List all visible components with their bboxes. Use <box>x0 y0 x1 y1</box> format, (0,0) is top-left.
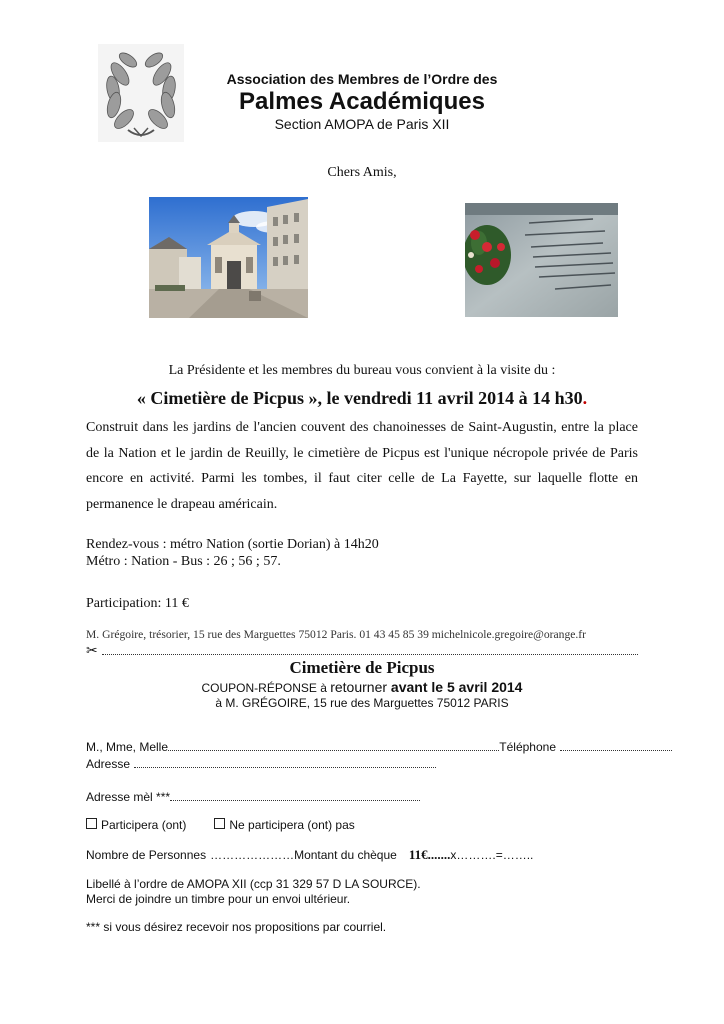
persons-amount-field[interactable] <box>86 847 533 863</box>
coupon-deadline: avant le 5 avril 2014 <box>390 679 523 695</box>
coupon-title: Cimetière de Picpus <box>289 658 435 677</box>
rendezvous-line: Rendez-vous : métro Nation (sortie Dorian) à 14h20 <box>86 537 379 552</box>
phone-label: Téléphone <box>499 740 556 754</box>
participation-fee: Participation: 11 € <box>86 596 189 611</box>
coupon-return-word: retourner <box>330 679 391 695</box>
participera-label: Participera (ont) <box>101 818 187 832</box>
transport-line: Métro : Nation - Bus : 26 ; 56 ; 57. <box>86 554 281 569</box>
invitation-text: La Présidente et les membres du bureau vous convient à la visite du : <box>168 363 556 378</box>
palmes-academiques-title: Palmes Académiques <box>239 88 485 115</box>
dotted-cut-line <box>102 645 638 655</box>
association-name: Association des Membres de l’Ordre des <box>226 71 498 87</box>
amount-multiply-fill[interactable]: x……….=…….. <box>450 848 534 862</box>
palm-wreath-logo-icon <box>98 44 184 142</box>
persons-fill[interactable]: ………………… <box>210 848 295 862</box>
cut-line <box>86 643 638 657</box>
chapel-photo <box>149 197 308 318</box>
name-fill[interactable] <box>168 741 499 751</box>
address-fill[interactable] <box>134 758 436 768</box>
amount-value: 11€....... <box>408 847 451 862</box>
email-field[interactable] <box>86 790 420 804</box>
stamp-note: Merci de joindre un timbre pour un envoi ultérieur. <box>86 892 351 906</box>
section-name: Section AMOPA de Paris XII <box>274 116 450 132</box>
coupon-address: à M. GRÉGOIRE, 15 rue des Marguettes 75012 PARIS <box>215 696 509 710</box>
cheque-payee: Libellé à l’ordre de AMOPA XII (ccp 31 329 57 D LA SOURCE). <box>86 877 421 891</box>
greeting: Chers Amis, <box>327 165 397 180</box>
email-footnote: *** si vous désirez recevoir nos propositions par courriel. <box>86 920 387 934</box>
event-title-text: « Cimetière de Picpus », le vendredi 11 avril 2014 à 14 h30 <box>136 388 583 408</box>
event-title-dot: . <box>582 388 588 408</box>
email-fill[interactable] <box>170 791 420 801</box>
cemetery-description: Construit dans les jardins de l'ancien couvent des chanoinesses de Saint-Augustin, entre la place de la Nation et le jardin de Reuilly, le cimetière de Picpus est l'unique nécropole privée de Paris encore en activité. Parmi les tombes, il faut citer celle de La Fayette, sur laquelle flotte en permanence le drapeau américain. <box>86 420 638 512</box>
ne-participera-label: Ne participera (ont) pas <box>229 818 355 832</box>
ne-participera-checkbox[interactable] <box>214 818 225 829</box>
coupon-reponse-label: COUPON-RÉPONSE à <box>201 681 331 695</box>
lafayette-tomb-photo <box>465 203 618 317</box>
treasurer-contact: M. Grégoire, trésorier, 15 rue des Marguettes 75012 Paris. 01 43 45 85 39 michelnicole.gregoire@orange.fr <box>86 628 587 641</box>
scissors-icon: ✂ <box>86 642 98 658</box>
name-label: M., Mme, Melle <box>86 740 169 754</box>
address-label: Adresse <box>86 757 131 771</box>
amount-label: Montant du chèque <box>294 848 397 862</box>
phone-fill[interactable] <box>560 741 672 751</box>
event-title <box>86 388 638 409</box>
participation-options <box>86 818 355 832</box>
email-label: Adresse mèl *** <box>86 790 171 804</box>
address-field[interactable] <box>86 757 436 771</box>
persons-label: Nombre de Personnes <box>86 848 207 862</box>
name-phone-field[interactable] <box>86 740 672 754</box>
coupon-subtitle <box>120 679 604 695</box>
participera-checkbox[interactable] <box>86 818 97 829</box>
